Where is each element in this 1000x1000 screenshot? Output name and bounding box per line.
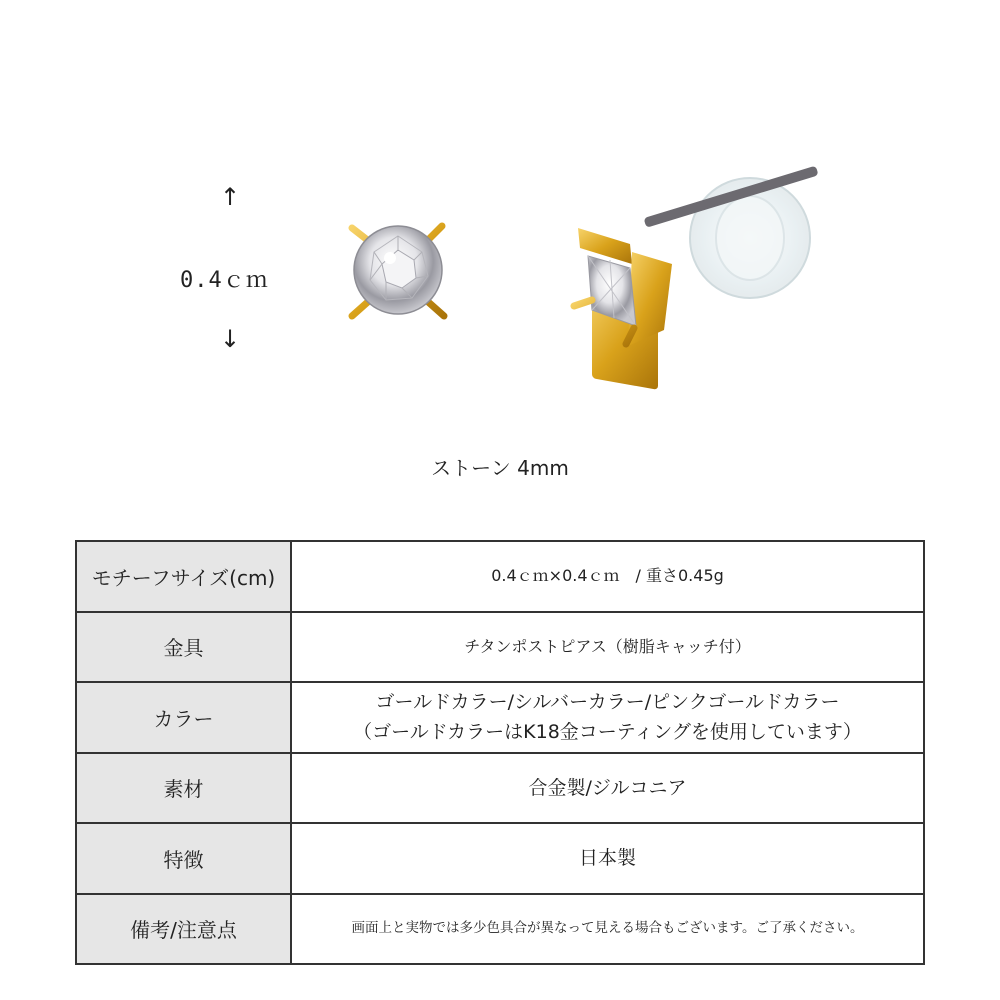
stud-side-view (574, 166, 819, 390)
spec-value: 合金製/ジルコニア (291, 753, 924, 824)
spec-row-color (76, 682, 924, 753)
spec-row-notes (76, 894, 924, 965)
spec-row-material (76, 753, 924, 824)
stud-front-view (352, 226, 444, 316)
spec-label: 素材 (76, 753, 291, 824)
dimension-down-arrow: ↓ (220, 325, 241, 353)
spec-value: 画面上と実物では多少色具合が異なって見える場合もございます。ご了承ください。 (291, 894, 924, 965)
dimension-up-arrow: ↑ (220, 183, 241, 211)
spec-value: チタンポストピアス（樹脂キャッチ付） (291, 612, 924, 683)
color-note: （ゴールドカラーはK18金コーティングを使用しています） (353, 721, 862, 744)
spec-label: 備考/注意点 (76, 894, 291, 965)
color-options: ゴールドカラー/シルバーカラー/ピンクゴールドカラー (375, 690, 840, 713)
dimension-label: 0.4ｃｍ (180, 268, 269, 293)
spec-row-motif-size (76, 541, 924, 612)
spec-table (75, 540, 925, 965)
product-photo (330, 160, 850, 390)
spec-label: 金具 (76, 612, 291, 683)
spec-label: 特徴 (76, 823, 291, 894)
spec-row-features (76, 823, 924, 894)
spec-value: 0.4ｃｍ×0.4ｃｍ / 重さ0.45g (291, 541, 924, 612)
spec-label: モチーフサイズ(cm) (76, 541, 291, 612)
spec-label: カラー (76, 682, 291, 753)
spec-value (291, 682, 924, 753)
stone-size-caption: ストーン 4mm (431, 456, 569, 480)
spec-row-fittings (76, 612, 924, 683)
spec-value: 日本製 (291, 823, 924, 894)
